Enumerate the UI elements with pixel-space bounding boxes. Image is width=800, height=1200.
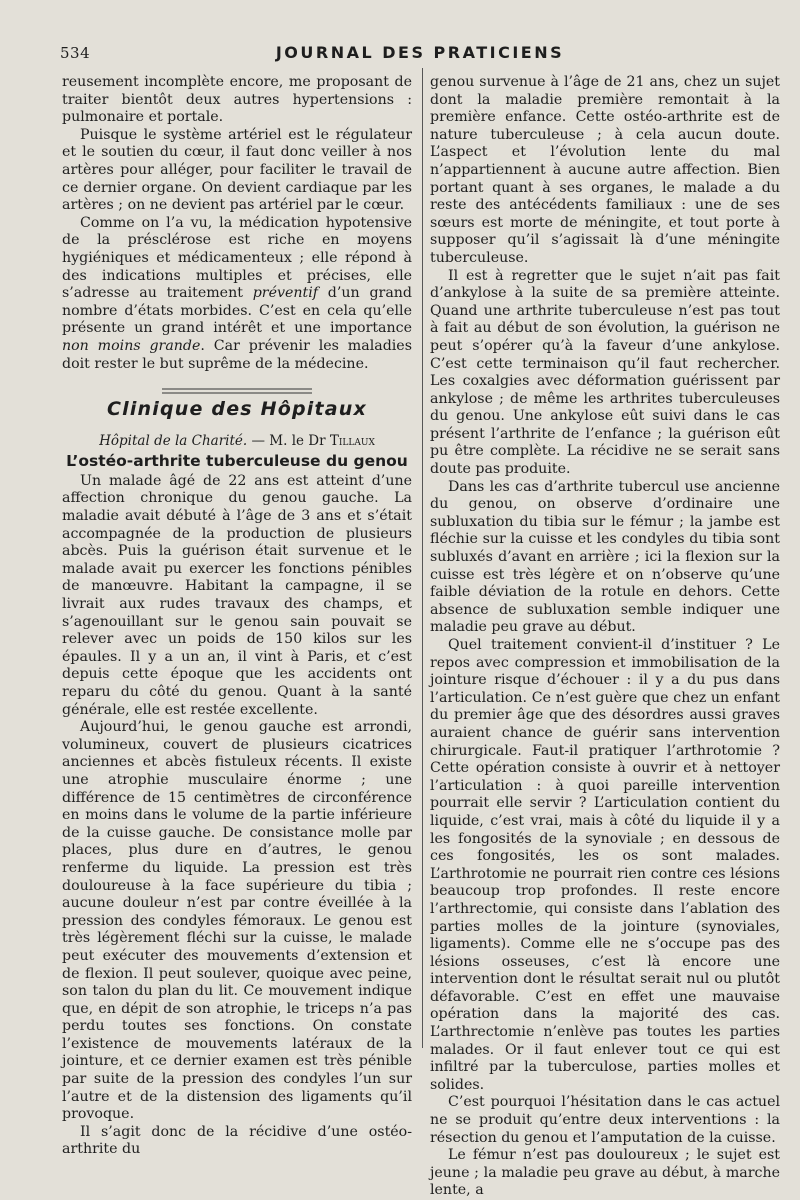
- paragraph: C’est pourquoi l’hésitation dans le cas actuel ne se produit qu’entre deux interventions : la résection du genou et l’amputation de la cuisse.: [430, 1094, 780, 1146]
- paragraph: reusement incomplète encore, me proposant de traiter bientôt deux autres hypertensions : pulmonaire et portale.: [62, 74, 412, 126]
- emphasis-text: préventif: [252, 285, 319, 302]
- column-divider: [422, 68, 423, 1048]
- text-run: . Car prévenir les maladies doit rester le but suprême de la médecine.: [62, 337, 412, 372]
- section-rule-ornament: [162, 387, 312, 395]
- text-run: d’un grand nombre d’états morbides. C’est en cela qu’elle présente un grand intérêt et une importance: [62, 285, 412, 337]
- author-name: Tillaux: [329, 432, 375, 449]
- paragraph: Le fémur n’est pas douloureux ; le sujet est jeune ; la maladie peu grave au début, à marche lente, a: [430, 1147, 780, 1199]
- section-title: Clinique des Hôpitaux: [106, 398, 367, 421]
- paragraph: Il est à regretter que le sujet n’ait pas fait d’ankylose à la suite de sa première atteinte. Quand une arthrite tuberculeuse n’est pas tout à fait au début de son évolution, la guérison ne peut s’opérer qu’à la faveur d’une ankylose. C’est cette terminaison qu’il faut rechercher. Les coxalgies avec déformation guérissent par ankylose ; de même les arthrites tuberculeuses du genou. Une ankylose eût suivi dans le cas présent l’arthrite de l’enfance ; la guérison eût pu être complète. La récidive ne se serait sans doute pas produite.: [430, 267, 780, 478]
- left-column: [62, 74, 412, 1159]
- emphasis-text: non moins grande: [62, 337, 201, 354]
- article-title: L’ostéo-arthrite tuberculeuse du genou: [66, 452, 408, 471]
- paragraph: Quel traitement convient-il d’instituer ? Le repos avec compression et immobilisation de la jointure risque d’échouer : il y a du pus dans l’articulation. Ce n’est guère que chez un enfant du premier âge que des désordres aussi graves auraient chance de guérir sans intervention chirurgicale. Faut-il pratiquer l’arthrotomie ? Cette opération consiste à ouvrir et à nettoyer l’articulation : à quoi pareille intervention pourrait elle servir ? L’articulation contient du liquide, c’est vrai, mais à côté du liquide il y a les fongosités de la synoviale ; en dessous de ces fongosités, les os sont malades. L’arthrotomie ne pourrait rien contre ces lésions beaucoup trop profondes. Il reste encore l’arthrectomie, qui consiste dans l’ablation des parties molles de la jointure (synoviales, ligaments). Comme elle ne s’occupe pas des lésions osseuses, c’est là encore une intervention dont le résultat serait nul ou plutôt défavorable. C’est en effet une mauvaise opération dans la majorité des cas. L’arthrectomie n’enlève pas toutes les parties malades. Or il faut enlever tout ce qui est infiltré par la tuberculose, parties molles et solides.: [430, 637, 780, 1093]
- page-header: [60, 40, 780, 66]
- paragraph: Dans les cas d’arthrite tubercul use ancienne du genou, on observe d’ordinaire une subluxation du tibia sur le fémur ; la jambe est fléchie sur la cuisse et les condyles du tibia sont subluxés d’avant en arrière ; ici la flexion sur la cuisse est très légère et on n’observe qu’une faible déviation de la rotule en dehors. Cette absence de subluxation semble indiquer une maladie peu grave au début.: [430, 478, 780, 636]
- section-header: [62, 387, 412, 471]
- paragraph: genou survenue à l’âge de 21 ans, chez un sujet dont la maladie première remontait à la première enfance. Cette ostéo-arthrite est de nature tuberculeuse ; à cela aucun doute. L’aspect et l’évolution lente du mal n’appartiennent à aucune autre affection. Bien portant quant à ses organes, le malade a du reste des antécédents familiaux : une de ses sœurs est morte de méningite, et tout porte à supposer qu’il s’agissait là d’une méningite tuberculeuse.: [430, 74, 780, 266]
- paragraph: Puisque le système artériel est le régulateur et le soutien du cœur, il faut donc veiller à nos artères pour alléger, pour faciliter le travail de ce dernier organe. On devient cardiaque par les artères ; on ne devient pas artériel par le cœur.: [62, 126, 412, 214]
- paragraph: Il s’agit donc de la récidive d’une ostéo-arthrite du: [62, 1123, 412, 1158]
- paragraph: Aujourd’hui, le genou gauche est arrondi, volumineux, couvert de plusieurs cicatrices anciennes et abcès fistuleux récents. Il existe une atrophie musculaire énorme ; une différence de 15 centimètres de circonférence en moins dans le volume de la partie inférieure de la cuisse gauche. De consistance molle par places, plus dure en d’autres, le genou renferme du liquide. La pression est très douloureuse à la face supérieure du tibia ; aucune douleur n’est par contre éveillée à la pression des condyles fémoraux. Le genou est très légèrement fléchi sur la cuisse, le malade peut exécuter des mouvements d’extension et de flexion. Il peut soulever, quoique avec peine, son talon du plan du lit. Ce mouvement indique que, en dépit de son atrophie, le triceps n’a pas perdu toutes ses fonctions. On constate l’existence de mouvements latéraux de la jointure, et ce dernier examen est très pénible par suite de la pression des condyles l’un sur l’autre et de la distension des ligaments qu’il provoque.: [62, 719, 412, 1123]
- text-run: Comme on l’a vu, la médication hypotensive de la présclérose est riche en moyens hygiéniques et médicamenteux ; elle répond à des indications multiples et précises, elle s’adresse au traitement: [62, 214, 412, 302]
- byline-separator: — M. le Dr: [247, 432, 330, 449]
- hospital-name: Hôpital de la Charité.: [99, 432, 248, 449]
- paragraph: [62, 215, 412, 373]
- page-number: 534: [60, 44, 91, 62]
- paragraph: Un malade âgé de 22 ans est atteint d’une affection chronique du genou gauche. La maladie avait débuté à l’âge de 3 ans et s’était accompagnée de la production de plusieurs abcès. Puis la guérison était survenue et le malade avait pu exercer les fonctions pénibles de manœuvre. Habitant la campagne, il se livrait aux rudes travaux des champs, et s’agenouillant sur le genou sain pouvait se relever avec un poids de 150 kilos sur les épaules. Il y a un an, il vint à Paris, et c’est depuis cette époque que les accidents ont reparu du côté du genou. Quant à la santé générale, elle est restée excellente.: [62, 472, 412, 718]
- running-head: JOURNAL DES PRATICIENS: [275, 43, 565, 62]
- right-column: [430, 74, 780, 1200]
- article-byline: [62, 433, 412, 451]
